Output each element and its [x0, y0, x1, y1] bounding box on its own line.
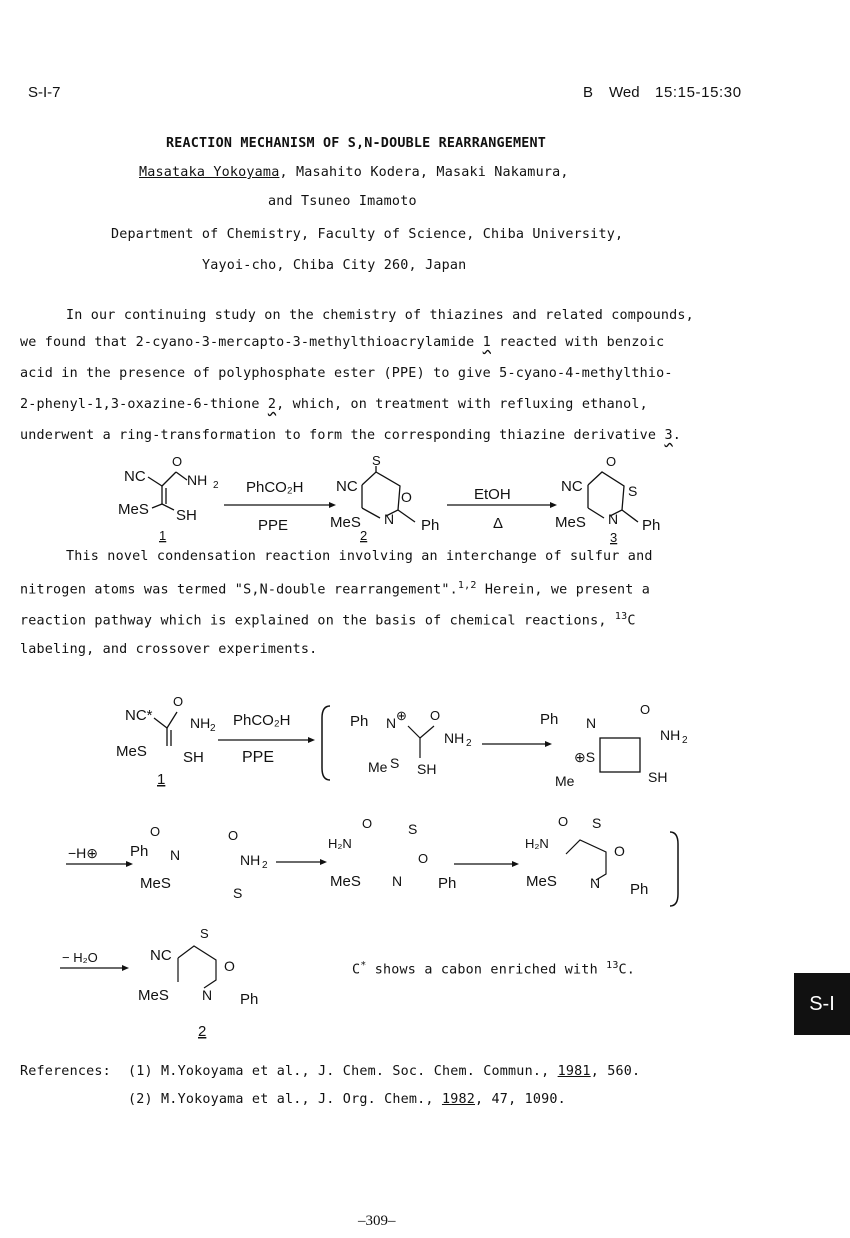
mech-label-2: 2: [198, 1023, 207, 1040]
references-label: References:: [20, 1064, 111, 1079]
arrow-1: [224, 479, 336, 534]
svg-text:NH: NH: [660, 727, 681, 743]
mech-arrow-1: [218, 712, 315, 766]
svg-text:O: O: [173, 694, 184, 709]
svg-text:Me: Me: [368, 759, 388, 775]
compound-label-2: 2: [360, 528, 368, 543]
svg-text:MeS: MeS: [140, 875, 171, 892]
svg-text:NC: NC: [336, 478, 358, 495]
mech-intermediate-d: [328, 816, 456, 892]
svg-text:NH: NH: [444, 730, 465, 746]
svg-text:N: N: [170, 847, 181, 863]
svg-text:⊕S: ⊕S: [574, 749, 596, 765]
svg-text:2: 2: [210, 723, 216, 734]
step-minus-h: −H⊕: [68, 845, 99, 861]
svg-text:NH: NH: [240, 852, 261, 868]
svg-text:2: 2: [262, 860, 268, 871]
svg-text:N: N: [392, 873, 403, 889]
svg-text:MeS: MeS: [330, 873, 361, 890]
compound-3-structure: [555, 454, 660, 545]
svg-text:O: O: [418, 851, 429, 866]
compound-label-3: 3: [610, 530, 618, 545]
svg-text:EtOH: EtOH: [474, 486, 511, 503]
svg-text:N: N: [586, 715, 597, 731]
svg-text:SH: SH: [176, 507, 197, 524]
svg-text:Ph: Ph: [421, 517, 440, 534]
svg-text:SH: SH: [183, 749, 204, 766]
step-minus-h2o: − H₂O: [62, 950, 98, 965]
svg-text:O: O: [606, 454, 617, 469]
svg-text:N: N: [590, 875, 601, 891]
mech-compound-1: [116, 694, 216, 788]
intro-line-1: In our continuing study on the chemistry of thiazines and related compounds,: [66, 308, 694, 323]
author-line-1: [139, 165, 569, 180]
svg-text:O: O: [640, 702, 651, 717]
svg-text:PhCO₂H: PhCO₂H: [233, 712, 291, 729]
intro-line-3: acid in the presence of polyphosphate ester (PPE) to give 5-cyano-4-methylthio-: [20, 366, 673, 381]
svg-text:H₂N: H₂N: [328, 836, 352, 851]
intro-line-2: we found that 2-cyano-3-mercapto-3-methylthioacrylamide 1 reacted with benzoic: [20, 335, 665, 350]
intro-line-4: 2-phenyl-1,3-oxazine-6-thione 2, which, on treatment with refluxing ethanol,: [20, 397, 648, 412]
svg-text:Ph: Ph: [240, 991, 259, 1008]
svg-text:Ph: Ph: [130, 843, 149, 860]
mech-intermediate-e: [525, 814, 648, 898]
para2-line-3: reaction pathway which is explained on the basis of chemical reactions, $^{13}$C: [20, 611, 636, 629]
paper-title: REACTION MECHANISM OF S,N-DOUBLE REARRANGEMENT: [166, 136, 547, 151]
svg-text:N: N: [384, 511, 395, 527]
reference-1: (1) M.Yokoyama et al., J. Chem. Soc. Chem. Commun., 1981, 560.: [128, 1064, 641, 1079]
mech-intermediate-b: [540, 702, 688, 789]
svg-text:S: S: [390, 755, 400, 771]
svg-text:O: O: [150, 824, 161, 839]
svg-text:MeS: MeS: [555, 514, 586, 531]
c-star-note: C* shows a cabon enriched with $^{13}$C.: [352, 960, 636, 978]
svg-text:2: 2: [213, 480, 219, 491]
svg-text:Ph: Ph: [438, 875, 457, 892]
svg-text:2: 2: [682, 735, 688, 746]
svg-text:PPE: PPE: [242, 749, 275, 766]
mech-label-1: 1: [157, 771, 166, 788]
svg-text:N: N: [608, 511, 619, 527]
svg-text:SH: SH: [648, 769, 668, 785]
svg-text:Ph: Ph: [350, 713, 369, 730]
svg-text:2: 2: [466, 738, 472, 749]
para2-line-1: This novel condensation reaction involving an interchange of sulfur and: [66, 549, 653, 564]
compound-label-1: 1: [159, 528, 167, 543]
svg-text:NH: NH: [190, 715, 211, 731]
svg-text:S: S: [200, 926, 209, 941]
svg-text:MeS: MeS: [526, 873, 557, 890]
svg-text:O: O: [614, 843, 625, 859]
para2-line-2: nitrogen atoms was termed "S,N-double rearrangement".$^{1,2}$ Herein, we present a: [20, 580, 651, 598]
svg-text:S: S: [372, 453, 381, 468]
svg-text:S: S: [233, 885, 243, 901]
para2-line-4: labeling, and crossover experiments.: [20, 642, 318, 657]
section-tab: S-I: [794, 973, 850, 1035]
svg-text:MeS: MeS: [116, 743, 147, 760]
svg-text:NH: NH: [187, 472, 208, 488]
affiliation-line-1: Department of Chemistry, Faculty of Science, Chiba University,: [111, 227, 624, 242]
reference-2: (2) M.Yokoyama et al., J. Org. Chem., 1982, 47, 1090.: [128, 1092, 566, 1107]
svg-text:O: O: [362, 816, 373, 831]
svg-text:Me: Me: [555, 773, 575, 789]
svg-text:PPE: PPE: [258, 517, 289, 534]
svg-text:NC*: NC*: [125, 707, 153, 724]
svg-text:PhCO₂H: PhCO₂H: [246, 479, 304, 496]
scheme-1: [110, 452, 670, 548]
svg-text:Ph: Ph: [630, 881, 649, 898]
svg-text:MeS: MeS: [330, 514, 361, 531]
affiliation-line-2: Yayoi-cho, Chiba City 260, Japan: [202, 258, 467, 273]
session-code: S-I-7: [28, 84, 61, 101]
svg-text:SH: SH: [417, 761, 437, 777]
svg-text:N: N: [202, 987, 213, 1003]
svg-text:S: S: [592, 815, 602, 831]
day-label: Wed: [609, 84, 640, 101]
room-label: B: [583, 84, 594, 101]
mech-intermediate-a: [350, 708, 472, 777]
compound-1-structure: [118, 454, 219, 543]
time-label: 15:15-15:30: [655, 84, 742, 101]
coauthors: , Masahito Kodera, Masaki Nakamura,: [279, 165, 569, 180]
svg-text:O: O: [401, 489, 412, 505]
svg-text:O: O: [228, 828, 239, 843]
arrow-2: [447, 486, 557, 532]
mech-intermediate-c: [130, 824, 268, 901]
svg-text:O: O: [430, 708, 441, 723]
svg-text:NC: NC: [150, 947, 172, 964]
mech-product-2: [138, 926, 258, 1040]
svg-text:MeS: MeS: [138, 987, 169, 1004]
svg-text:S: S: [408, 821, 418, 837]
presenter-name: Masataka Yokoyama: [139, 165, 280, 180]
svg-text:S: S: [628, 483, 638, 499]
svg-text:NC: NC: [561, 478, 583, 495]
svg-text:Δ: Δ: [493, 515, 504, 532]
intro-line-5: underwent a ring-transformation to form the corresponding thiazine derivative 3.: [20, 428, 681, 443]
svg-text:O: O: [558, 814, 569, 829]
svg-text:O: O: [224, 958, 235, 974]
svg-text:H₂N: H₂N: [525, 836, 549, 851]
svg-text:NC: NC: [124, 468, 146, 485]
compound-2-structure: [330, 453, 439, 543]
svg-text:MeS: MeS: [118, 501, 149, 518]
svg-text:O: O: [172, 454, 183, 469]
page-number: –309–: [358, 1213, 396, 1229]
svg-text:Ph: Ph: [540, 711, 559, 728]
svg-text:N: N: [386, 715, 397, 731]
svg-text:⊕: ⊕: [396, 708, 407, 723]
author-line-2: and Tsuneo Imamoto: [268, 194, 417, 209]
scheme-2-mechanism: [50, 688, 700, 1043]
svg-text:Ph: Ph: [642, 517, 661, 534]
